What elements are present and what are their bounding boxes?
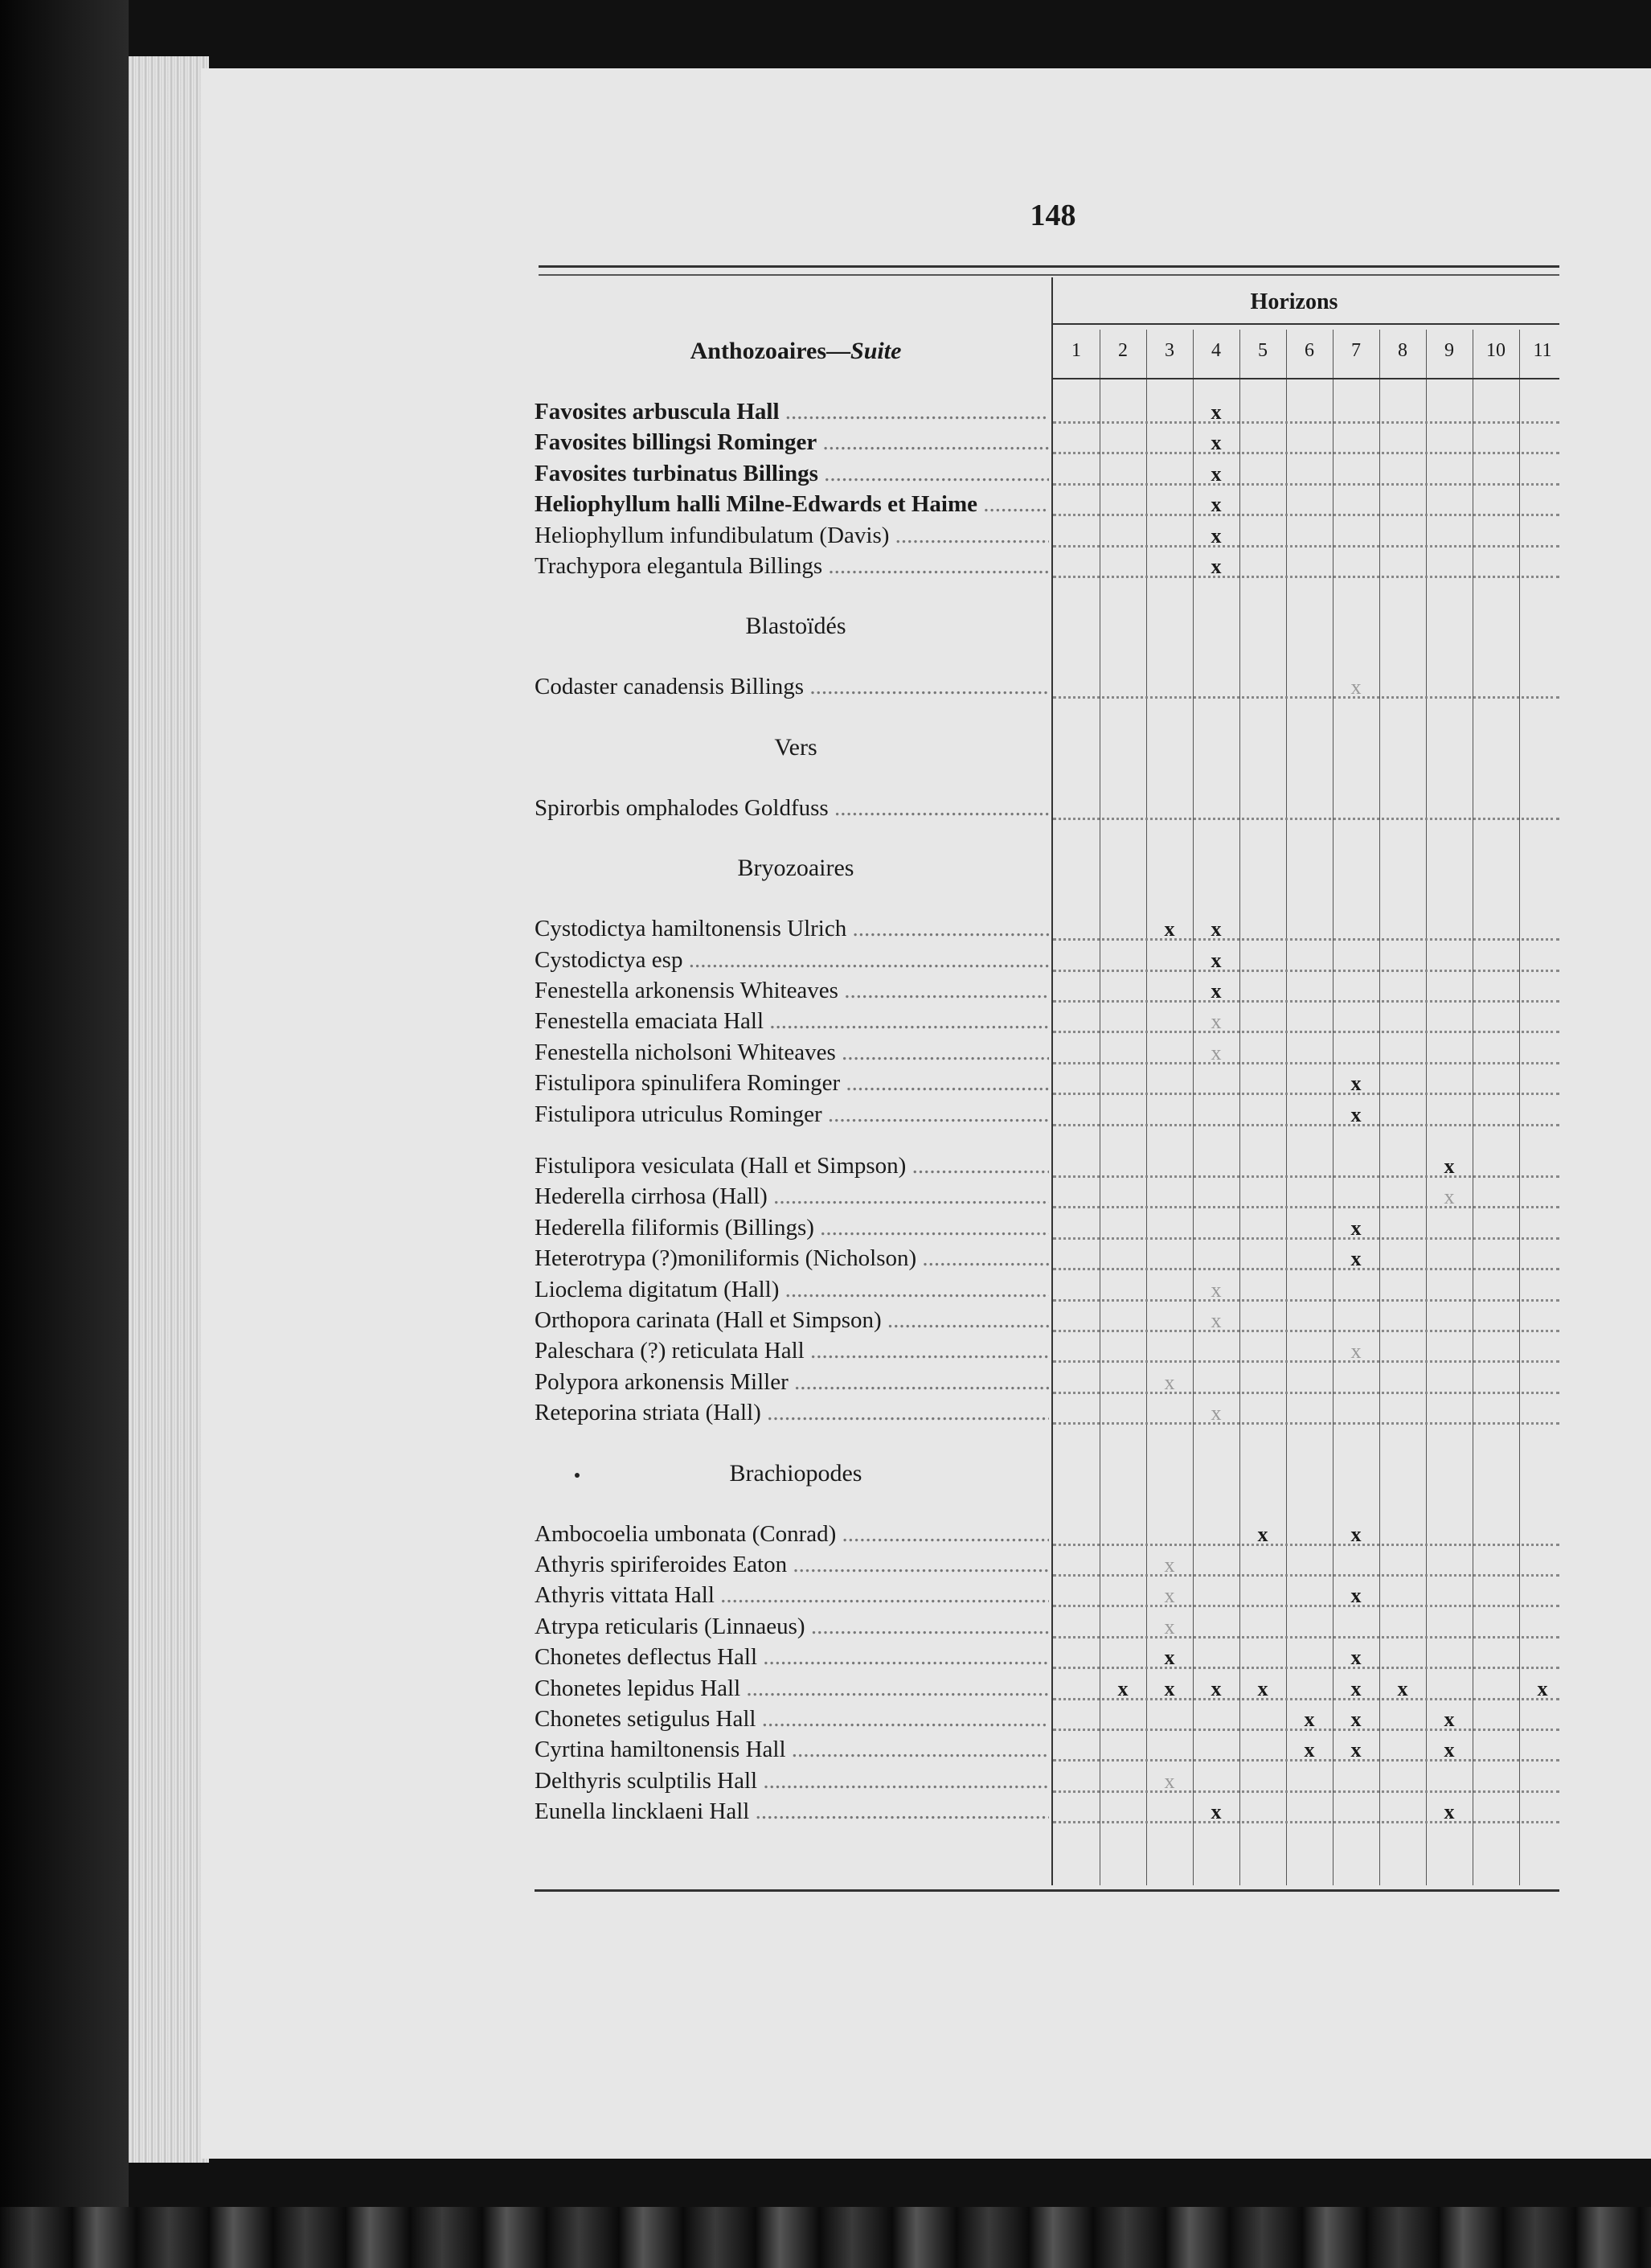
- presence-mark: x: [1444, 1800, 1455, 1824]
- species-name: Chonetes setigulus Hall .....: [535, 1706, 1049, 1733]
- page-edges: [129, 56, 209, 2163]
- presence-mark: x: [1304, 1738, 1315, 1762]
- row-dot-leader: [1053, 452, 1559, 454]
- presence-mark: x: [1164, 1553, 1175, 1577]
- presence-mark: x: [1211, 979, 1222, 1003]
- species-name: Eunella lincklaeni Hall .....: [535, 1798, 1049, 1825]
- species-name: Chonetes deflectus Hall .....: [535, 1644, 1049, 1671]
- presence-mark: x: [1164, 917, 1175, 941]
- presence-mark: x: [1164, 1584, 1175, 1608]
- row-dot-leader: [1053, 576, 1559, 578]
- row-dot-leader: [1053, 1605, 1559, 1607]
- presence-mark: x: [1257, 1676, 1268, 1700]
- species-name: Favosites billingsi Rominger .....: [535, 429, 1049, 456]
- species-name: Fistulipora vesiculata (Hall et Simpson) .....: [535, 1153, 1049, 1179]
- presence-mark: x: [1211, 400, 1222, 424]
- column-number: 7: [1351, 340, 1361, 361]
- column-number: 8: [1398, 340, 1407, 361]
- row-dot-leader: [1053, 1667, 1559, 1669]
- section-header: [535, 734, 1057, 761]
- section-header: [535, 1460, 1057, 1487]
- row-dot-leader: [1053, 483, 1559, 486]
- row-dot-leader: [1053, 1000, 1559, 1003]
- row-dot-leader: [1053, 1031, 1559, 1033]
- row-dot-leader: [1053, 1636, 1559, 1638]
- presence-mark: x: [1444, 1185, 1455, 1209]
- species-name: Delthyris sculptilis Hall .....: [535, 1768, 1049, 1794]
- row-dot-leader: [1053, 1237, 1559, 1240]
- row-dot-leader: [1053, 1206, 1559, 1208]
- row-dot-leader: [1053, 1062, 1559, 1064]
- column-divider: [1379, 330, 1380, 1885]
- species-name: Athyris vittata Hall .....: [535, 1582, 1049, 1609]
- presence-mark: x: [1350, 1646, 1362, 1670]
- presence-mark: x: [1211, 1401, 1222, 1425]
- presence-mark: x: [1350, 1738, 1362, 1762]
- table-top-rule: [539, 265, 1559, 276]
- column-number: 3: [1165, 340, 1174, 361]
- presence-mark: x: [1211, 493, 1222, 517]
- row-dot-leader: [1053, 818, 1559, 820]
- section-title: Blastoïdés: [745, 613, 846, 640]
- row-dot-leader: [1053, 1299, 1559, 1302]
- presence-mark: x: [1164, 1769, 1175, 1793]
- column-number: 4: [1211, 340, 1221, 361]
- column-divider: [1519, 330, 1520, 1885]
- presence-mark: x: [1444, 1738, 1455, 1762]
- presence-mark: x: [1211, 1040, 1222, 1064]
- bullet-mark: [575, 1473, 580, 1478]
- section-title: Bryozoaires: [737, 855, 854, 882]
- species-name: Favosites turbinatus Billings .....: [535, 461, 1049, 487]
- species-name: Favosites arbuscula Hall .....: [535, 399, 1049, 425]
- species-name: Atrypa reticularis (Linnaeus) .....: [535, 1614, 1049, 1640]
- species-name: Cystodictya hamiltonensis Ulrich .....: [535, 916, 1049, 942]
- species-name: Reteporina striata (Hall) .....: [535, 1400, 1049, 1426]
- column-divider: [1426, 330, 1427, 1885]
- column-number: 6: [1305, 340, 1314, 361]
- species-name: Heliophyllum infundibulatum (Davis) .....: [535, 523, 1049, 549]
- species-name: Paleschara (?) reticulata Hall .....: [535, 1338, 1049, 1364]
- row-dot-leader: [1053, 1124, 1559, 1126]
- column-number: 11: [1533, 340, 1552, 361]
- presence-mark: x: [1350, 1676, 1362, 1700]
- presence-mark: x: [1350, 1102, 1362, 1126]
- presence-mark: x: [1350, 1584, 1362, 1608]
- horizons-header: Horizons: [1250, 289, 1338, 314]
- row-dot-leader: [1053, 1544, 1559, 1546]
- column-divider: [1239, 330, 1240, 1885]
- book-gutter-shadow: [0, 0, 129, 2268]
- presence-mark: x: [1211, 948, 1222, 972]
- presence-mark: x: [1257, 1522, 1268, 1546]
- presence-mark: x: [1211, 1676, 1222, 1700]
- row-dot-leader: [1053, 1790, 1559, 1793]
- species-name: Orthopora carinata (Hall et Simpson) .....: [535, 1307, 1049, 1334]
- column-header-underline: [1053, 378, 1559, 379]
- species-name: Athyris spiriferoides Eaton .....: [535, 1552, 1049, 1578]
- presence-mark: x: [1537, 1676, 1548, 1700]
- row-dot-leader: [1053, 545, 1559, 548]
- row-dot-leader: [1053, 421, 1559, 424]
- species-name: Fenestella arkonensis Whiteaves .....: [535, 978, 1049, 1004]
- column-divider: [1286, 330, 1287, 1885]
- presence-mark: x: [1350, 1522, 1362, 1546]
- section-title-suffix: Suite: [850, 338, 902, 364]
- species-name: Fenestella emaciata Hall .....: [535, 1008, 1049, 1035]
- section-title: Anthozoaires—: [690, 338, 851, 364]
- presence-mark: x: [1350, 1072, 1362, 1096]
- presence-mark: x: [1211, 523, 1222, 548]
- row-dot-leader: [1053, 1330, 1559, 1332]
- presence-mark: x: [1211, 917, 1222, 941]
- species-name: Polypora arkonensis Miller .....: [535, 1369, 1049, 1396]
- species-name: Heterotrypa (?)moniliformis (Nicholson) .....: [535, 1245, 1049, 1272]
- presence-mark: x: [1117, 1676, 1129, 1700]
- presence-mark: x: [1164, 1646, 1175, 1670]
- section-header: [535, 613, 1057, 640]
- presence-mark: x: [1350, 1216, 1362, 1240]
- row-dot-leader: [1053, 1821, 1559, 1823]
- row-dot-leader: [1053, 1574, 1559, 1577]
- row-dot-leader: [1053, 696, 1559, 699]
- presence-mark: x: [1350, 1339, 1362, 1364]
- row-dot-leader: [1053, 970, 1559, 972]
- species-name: Spirorbis omphalodes Goldfuss .....: [535, 795, 1049, 822]
- species-name: Heliophyllum halli Milne-Edwards et Haime .....: [535, 491, 1049, 518]
- presence-mark: x: [1444, 1155, 1455, 1178]
- presence-mark: x: [1444, 1708, 1455, 1731]
- species-name: Hederella filiformis (Billings) .....: [535, 1215, 1049, 1241]
- species-name: Cyrtina hamiltonensis Hall .....: [535, 1737, 1049, 1763]
- presence-mark: x: [1304, 1708, 1315, 1731]
- presence-mark: x: [1211, 461, 1222, 486]
- presence-mark: x: [1211, 1800, 1222, 1824]
- presence-mark: x: [1164, 1614, 1175, 1638]
- column-number: 2: [1118, 340, 1128, 361]
- row-dot-leader: [1053, 1268, 1559, 1270]
- row-dot-leader: [1053, 938, 1559, 941]
- presence-mark: x: [1211, 1309, 1222, 1332]
- species-name: Trachypora elegantula Billings .....: [535, 553, 1049, 580]
- species-name: Lioclema digitatum (Hall) .....: [535, 1277, 1049, 1303]
- row-dot-leader: [1053, 1392, 1559, 1394]
- column-number: 9: [1444, 340, 1454, 361]
- species-name: Cystodictya esp .....: [535, 947, 1049, 974]
- section-title: Brachiopodes: [729, 1459, 862, 1487]
- presence-mark: x: [1164, 1370, 1175, 1394]
- presence-mark: x: [1211, 555, 1222, 578]
- presence-mark: x: [1350, 1247, 1362, 1271]
- row-dot-leader: [1053, 1175, 1559, 1178]
- presence-mark: x: [1397, 1676, 1408, 1700]
- row-dot-leader: [1053, 1093, 1559, 1095]
- species-name: Chonetes lepidus Hall .....: [535, 1675, 1049, 1702]
- row-dot-leader: [1053, 1422, 1559, 1425]
- species-name: Hederella cirrhosa (Hall) .....: [535, 1183, 1049, 1210]
- page-number: 148: [1030, 199, 1076, 232]
- row-dot-leader: [1053, 514, 1559, 516]
- horizons-underline: [1053, 323, 1559, 325]
- species-name: Ambocoelia umbonata (Conrad) .....: [535, 1521, 1049, 1548]
- presence-mark: x: [1211, 1278, 1222, 1302]
- presence-mark: x: [1164, 1676, 1175, 1700]
- species-name: Fenestella nicholsoni Whiteaves .....: [535, 1040, 1049, 1066]
- table-bottom-rule: [535, 1889, 1559, 1892]
- scan-bottom-band: [0, 2207, 1651, 2268]
- presence-mark: x: [1350, 675, 1362, 699]
- presence-mark: x: [1211, 1010, 1222, 1034]
- species-name: Codaster canadensis Billings .....: [535, 674, 1049, 700]
- species-name: Fistulipora utriculus Rominger .....: [535, 1101, 1049, 1128]
- presence-mark: x: [1211, 431, 1222, 455]
- column-number: 1: [1071, 340, 1081, 361]
- species-name: Fistulipora spinulifera Rominger .....: [535, 1070, 1049, 1097]
- section-title: Vers: [774, 733, 817, 761]
- section-header: [535, 338, 1057, 365]
- presence-mark: x: [1350, 1708, 1362, 1731]
- row-dot-leader: [1053, 1360, 1559, 1363]
- table-label-divider: [1051, 277, 1053, 1885]
- column-number: 5: [1258, 340, 1268, 361]
- column-number: 10: [1486, 340, 1506, 361]
- section-header: [535, 855, 1057, 882]
